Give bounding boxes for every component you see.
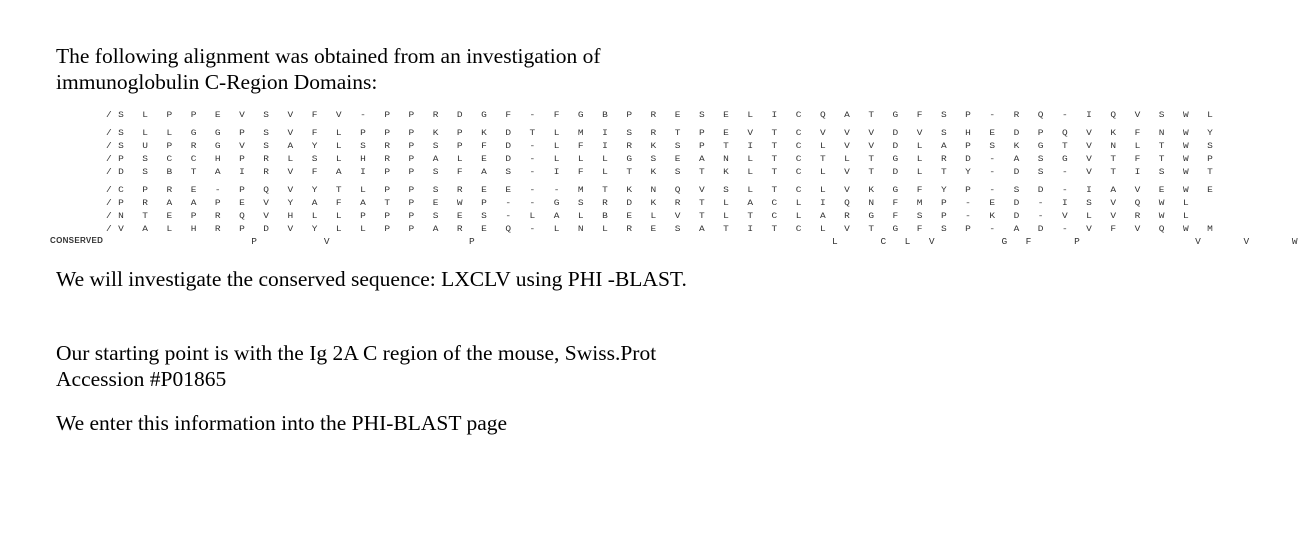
alignment-row: /N T E P R Q V H L L P P P S E S - L A L B E L V T L T C L A R G F S P - K D - V L V R W L <box>106 211 1196 221</box>
alignment-row: /S L P P E V S V F V - P P R D G F - F G B P R E S E L I C Q A T G F S P - R Q - I Q V S W L <box>106 110 1220 120</box>
conserved-residues: P V P L C L V G F P V V W <box>106 236 1304 247</box>
alignment-row: /S L L G G P S V F L P P P K P K D T L M I S R T P E V T C V V V D V S H E D P Q V K F N W Y <box>106 128 1220 138</box>
alignment-row: /P S C C H P R L S L H R P A L E D - L L L G S E A N L T C T L T G L R D - A S G V T F T W P <box>106 154 1220 164</box>
intro-paragraph: The following alignment was obtained from an investigation of immunoglobulin C-Region Domains: <box>56 44 601 94</box>
conserved-label: CONSERVED <box>50 236 104 245</box>
sequence-alignment <box>50 108 1304 248</box>
alignment-row: /C P R E - P Q V Y T L P P S R E E - - M T K N Q V S L T C L V K G F Y P - S D - I A V E W E <box>106 185 1220 195</box>
investigate-paragraph: We will investigate the conserved sequence: LXCLV using PHI -BLAST. <box>56 267 687 291</box>
alignment-row: /S U P R G V S A Y L S R P S P F D - L F I R K S P T I T C L V V D L A P S K G T V N L T W S <box>106 141 1220 151</box>
starting-point-paragraph: Our starting point is with the Ig 2A C region of the mouse, Swiss.Prot Accession #P01865 <box>56 341 657 391</box>
enter-info-paragraph: We enter this information into the PHI-BLAST page <box>56 411 508 435</box>
alignment-row: /D S B T A I R V F A I P P S F A S - I F L T K S T K L T C L V T D L T Y - D S - V T I S W T <box>106 167 1220 177</box>
alignment-row: /V A L H R P D V Y L L P P A R E Q - L N L R E S A T I T C L V T G F S P - A D - V F V Q W M <box>106 224 1220 234</box>
alignment-row: /P R A A P E V Y A F A T P E W P - - G S R D K R T L A C L I Q N F M P - E D - I S V Q W L <box>106 198 1196 208</box>
